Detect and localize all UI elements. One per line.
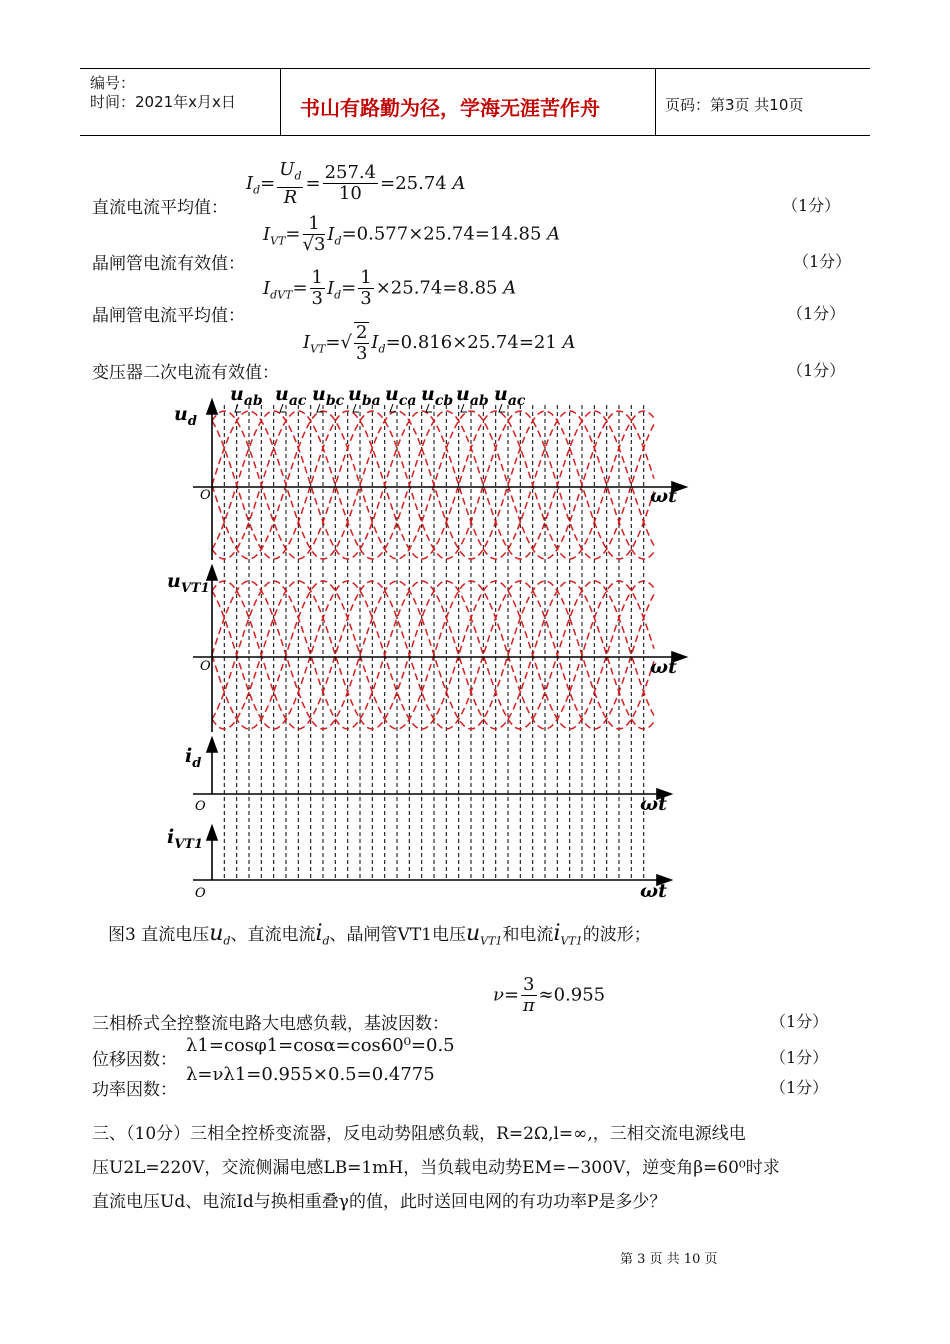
phase-label-0: $u_{ab}$	[230, 383, 263, 409]
phase-label-tick-1	[280, 404, 286, 412]
origin-label-4: O	[195, 886, 206, 901]
ivt1-axis-label: $i_{VT1}$	[167, 826, 204, 852]
thy-rms-formula: $I_{VT}=$ $\frac{1}{√3}$ $I_d=0.577\times 25.74=14.85$ A	[263, 213, 561, 255]
origin-label-1: O	[200, 488, 211, 503]
phase-label-tick-0	[235, 404, 241, 412]
wt-axis-label-1: ωt	[650, 485, 677, 507]
phase-label-tick-7	[499, 404, 505, 412]
header-motto: 书山有路勤为径，学海无涯苦作舟	[300, 96, 600, 120]
uvt1-wave-4	[212, 581, 654, 729]
ud-wave-0	[212, 411, 654, 559]
uvt1-wave-3	[212, 581, 654, 729]
basic-factor-label: 三相桥式全控整流电路大电感负载，基波因数：	[92, 1014, 449, 1034]
power-factor-score: （1分）	[770, 1078, 829, 1097]
dc-avg-score: （1分）	[782, 196, 841, 215]
ud-axis-label: $u_d$	[174, 403, 197, 429]
power-factor-formula: λ=νλ1=0.955×0.5=0.4775	[186, 1064, 435, 1085]
basic-factor-formula: ν= $\frac{3}{\pi}$ ≈0.955	[493, 974, 606, 1016]
phase-label-tick-5	[426, 404, 432, 412]
uvt1-wave-0	[212, 581, 654, 729]
ud-wave-4	[212, 411, 654, 559]
origin-label-2: O	[200, 659, 211, 674]
ud-wave-2	[212, 411, 654, 559]
wt-axis-label-2: ωt	[650, 656, 677, 678]
basic-factor-score: （1分）	[770, 1012, 829, 1031]
page-footer: 第 3 页 共 10 页	[620, 1252, 718, 1267]
uvt1-wave-5	[212, 581, 654, 729]
tr-rms-score: （1分）	[787, 361, 846, 380]
wt-axis-label-4: ωt	[640, 880, 667, 902]
phase-label-4: $u_{ca}$	[385, 383, 417, 409]
header-number-label: 编号：	[90, 74, 136, 92]
phase-label-tick-6	[461, 404, 467, 412]
uvt1-wave-1	[212, 581, 654, 729]
phase-label-5: $u_{cb}$	[421, 383, 454, 409]
disp-factor-label: 位移因数：	[92, 1050, 177, 1070]
uvt1-wave-2	[212, 581, 654, 729]
phase-label-3: $u_{ba}$	[348, 383, 381, 409]
ud-wave-1	[212, 411, 654, 559]
header-date: 时间：2021年x月x日	[90, 93, 236, 111]
dc-avg-formula: $I_d=$ $\frac{U_d}{R}$ = $\frac{257.4}{10}$ =25.74 A	[246, 159, 466, 208]
header-page-info: 页码：第3页 共10页	[665, 96, 804, 114]
thy-avg-score: （1分）	[787, 304, 846, 323]
thy-avg-label: 晶闸管电流平均值：	[92, 306, 245, 326]
phase-label-tick-3	[353, 404, 359, 412]
phase-label-6: $u_{ab}$	[456, 383, 489, 409]
uvt1-axis-label: $u_{VT1}$	[167, 570, 210, 596]
power-factor-label: 功率因数：	[92, 1080, 177, 1100]
ud-wave-5	[212, 411, 654, 559]
wt-axis-label-3: ωt	[640, 793, 667, 815]
problem-line-1: 三、（10分）三相全控桥变流器，反电动势阻感负载，R=2Ω,l=∞,，三相交流电源线电	[92, 1124, 746, 1144]
phase-label-1: $u_{ac}$	[275, 383, 307, 409]
disp-factor-formula: λ1=cosφ1=cosα=cos60⁰=0.5	[186, 1035, 455, 1056]
tr-rms-formula: $I_{VT}=√$ $\frac{2}{3}$ $I_d=0.816\times 25.74=21$ A	[303, 322, 576, 364]
ud-wave-3	[212, 411, 654, 559]
id-axis-label: $i_d$	[185, 745, 202, 771]
problem-line-3: 直流电压Ud、电流Id与换相重叠γ的值，此时送回电网的有功功率P是多少？	[92, 1192, 667, 1212]
origin-label-3: O	[195, 799, 206, 814]
tr-rms-label: 变压器二次电流有效值：	[92, 363, 279, 383]
phase-label-7: $u_{ac}$	[494, 383, 526, 409]
figure-caption: 图3 直流电压$u_d$、直流电流$i_d$、晶闸管VT1电压$u_{VT1}$和电流$i_{VT1}$的波形；	[108, 921, 651, 948]
phase-label-2: $u_{bc}$	[312, 383, 345, 409]
problem-line-2: 压U2L=220V，交流侧漏电感LB=1mH，当负载电动势EM=−300V，逆变角β=60⁰时求	[92, 1158, 780, 1178]
disp-factor-score: （1分）	[770, 1048, 829, 1067]
thy-avg-formula: $I_{dVT}=$ $\frac{1}{3}$ $I_d=$ $\frac{1}{3}$ ×25.74=8.85 A	[263, 267, 517, 309]
dc-avg-label: 直流电流平均值：	[92, 198, 228, 218]
thy-rms-score: （1分）	[793, 252, 852, 271]
thy-rms-label: 晶闸管电流有效值：	[92, 254, 245, 274]
